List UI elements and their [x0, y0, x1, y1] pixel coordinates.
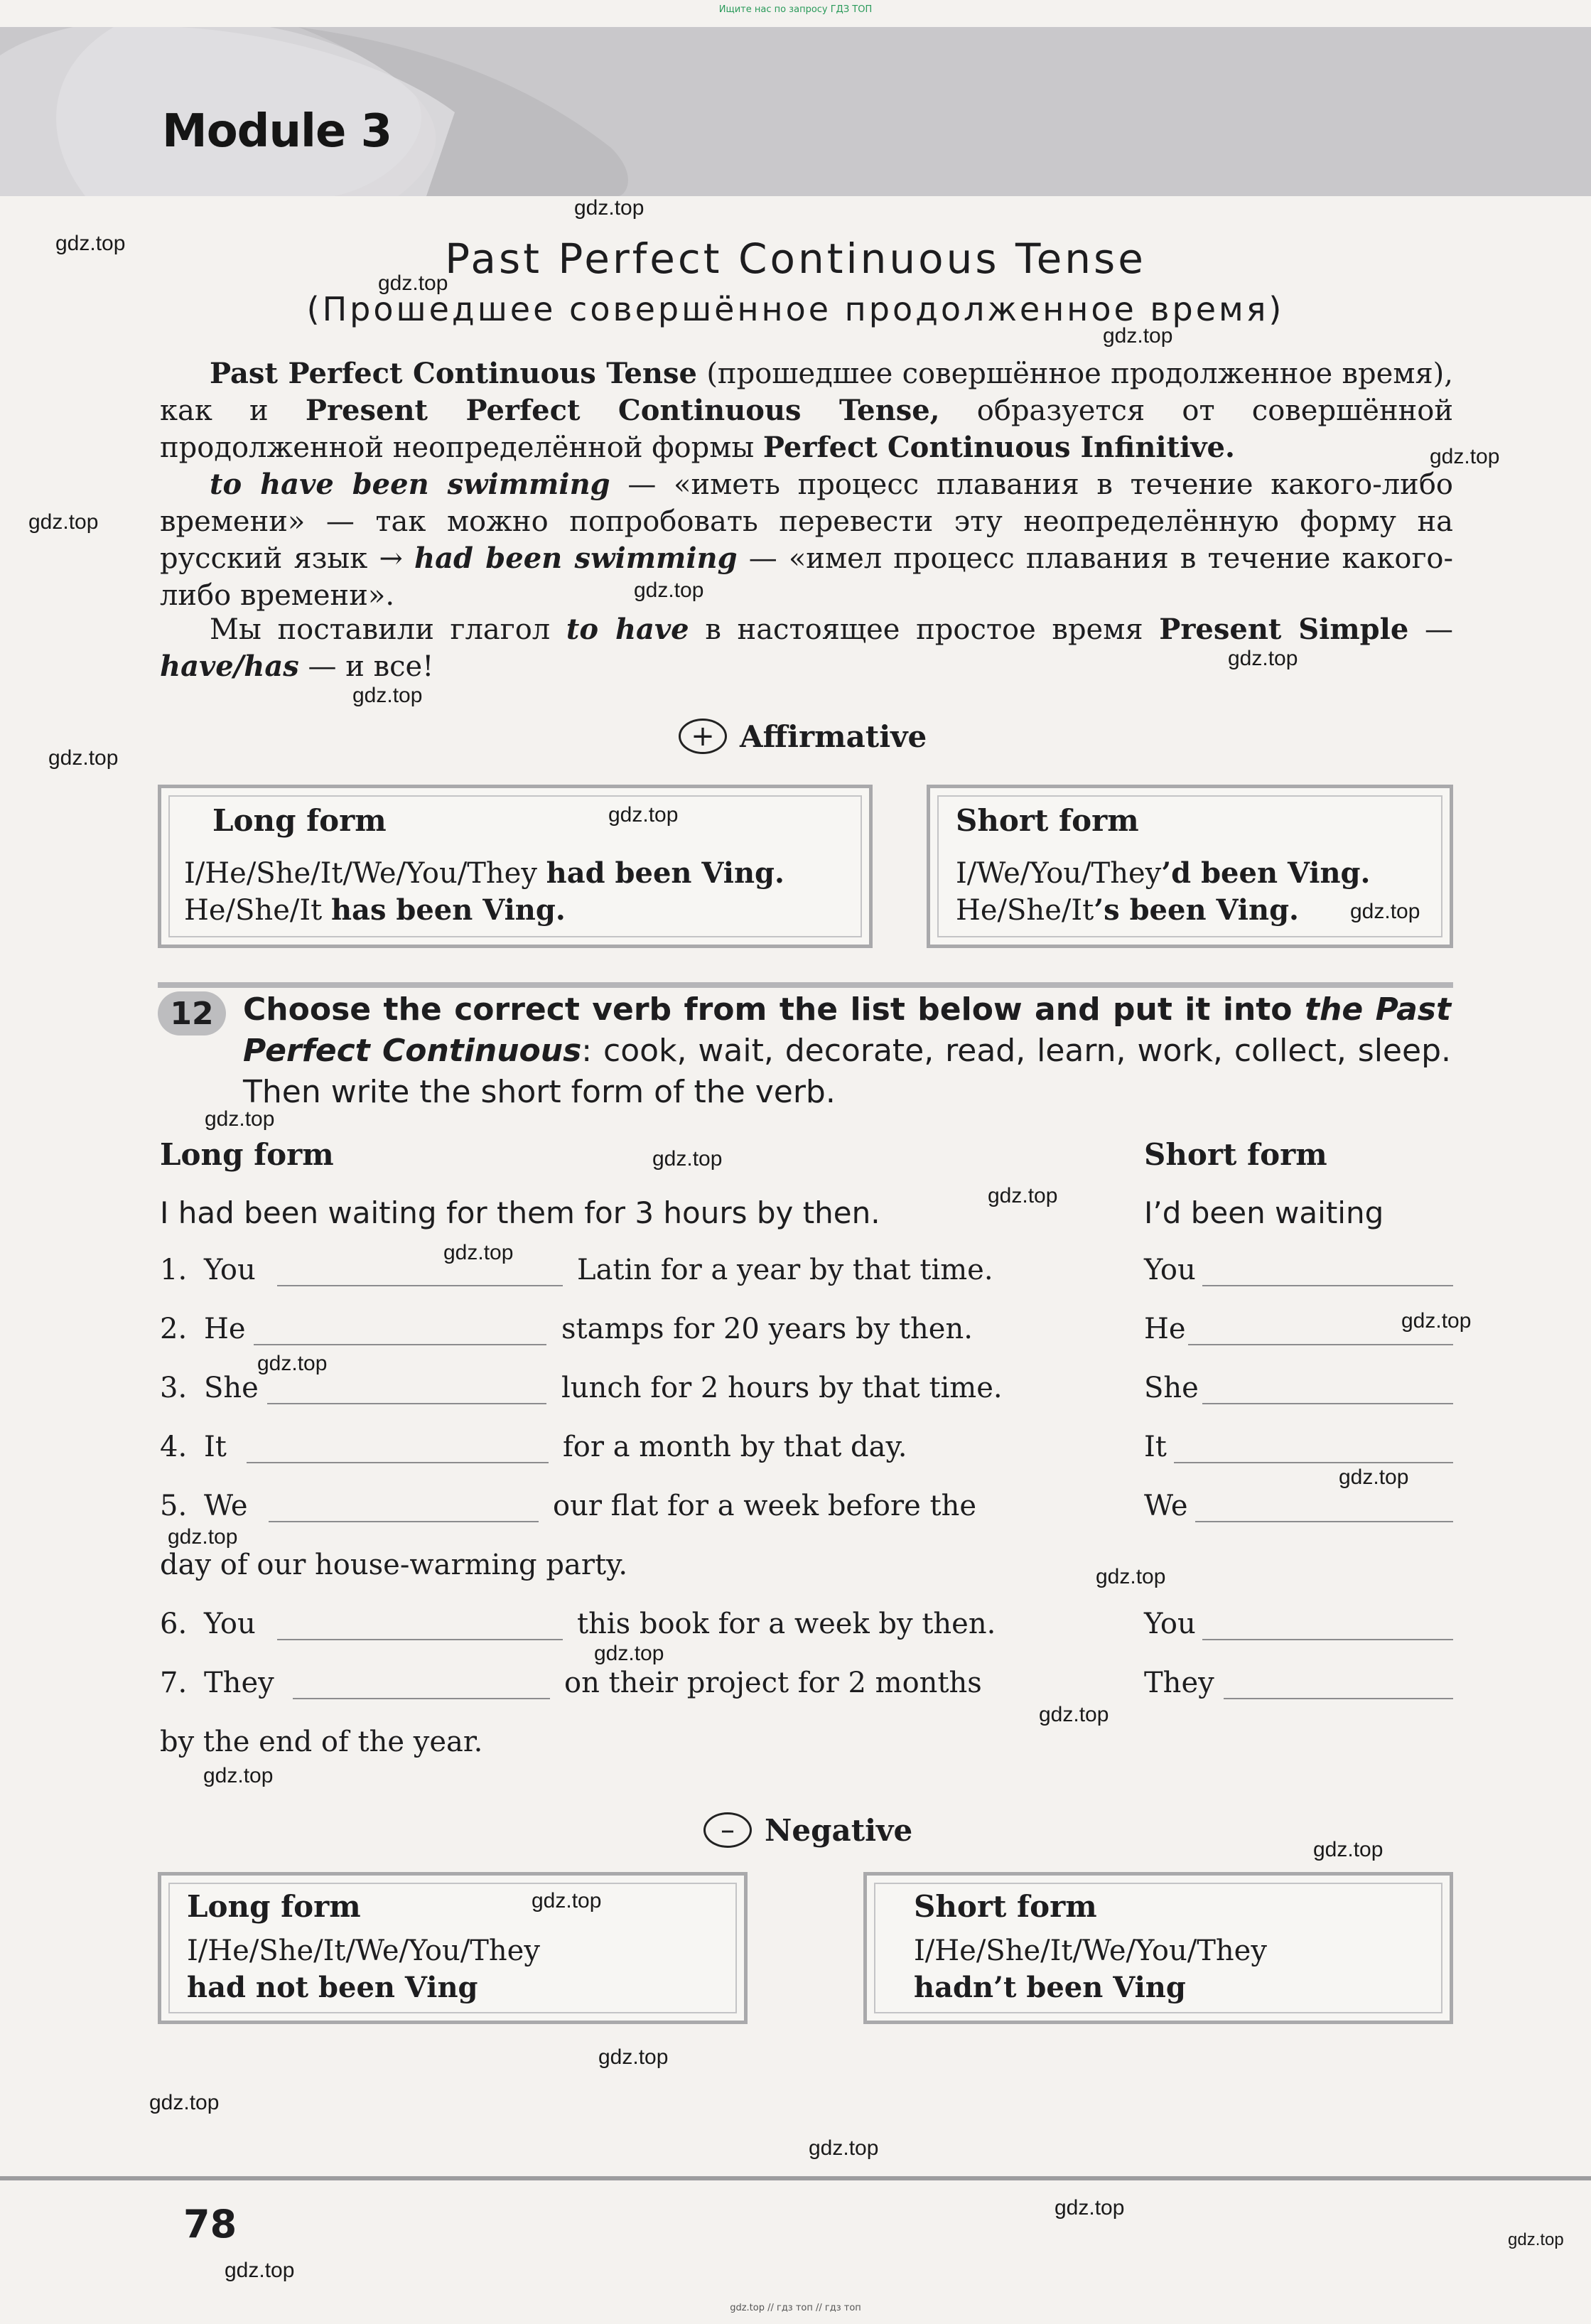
watermark: gdz.top: [598, 2045, 669, 2069]
affirmative-heading: [679, 719, 927, 754]
short-form-column-header: Short form: [1144, 1137, 1327, 1172]
watermark: gdz.top: [1401, 1309, 1472, 1333]
item-5-continuation: day of our house-warming party.: [160, 1549, 628, 1581]
item-5-number: 5.: [160, 1490, 188, 1522]
watermark: gdz.top: [225, 2259, 295, 2282]
item-1-number: 1.: [160, 1254, 188, 1286]
affirmative-long-line-2: He/She/It has been Ving.: [184, 893, 566, 927]
item-5-short-blank[interactable]: [1195, 1521, 1453, 1522]
exercise-divider: [158, 982, 1453, 988]
item-2-subject: He: [204, 1313, 246, 1345]
item-5-short-subject: We: [1144, 1490, 1188, 1522]
watermark: gdz.top: [652, 1147, 723, 1171]
watermark: gdz.top: [1096, 1565, 1166, 1588]
module-title: Module 3: [162, 105, 392, 158]
watermark: gdz.top: [1039, 1703, 1109, 1726]
negative-label: Negative: [765, 1812, 913, 1848]
item-6-number: 6.: [160, 1608, 188, 1640]
item-4-sentence: for a month by that day.: [563, 1431, 907, 1463]
item-5-sentence: our flat for a week before the: [553, 1490, 976, 1522]
affirmative-short-line-1: I/We/You/They’d been Ving.: [956, 856, 1371, 890]
watermark: gdz.top: [1430, 445, 1500, 468]
affirmative-long-form-box: [158, 785, 873, 948]
watermark: gdz.top: [1055, 2196, 1125, 2220]
item-2-short-subject: He: [1144, 1313, 1186, 1345]
item-6-answer-blank[interactable]: [277, 1639, 563, 1640]
affirmative-long-heading: Long form: [212, 803, 387, 838]
item-6-short-subject: You: [1144, 1608, 1196, 1640]
item-1-short-blank[interactable]: [1202, 1285, 1453, 1286]
watermark: gdz.top: [352, 684, 423, 707]
affirmative-short-heading: Short form: [956, 803, 1139, 838]
item-7-number: 7.: [160, 1667, 188, 1699]
watermark: gdz.top: [634, 579, 704, 602]
item-7-subject: They: [204, 1667, 274, 1699]
item-1-sentence: Latin for a year by that time.: [577, 1254, 993, 1286]
item-4-short-subject: It: [1144, 1431, 1167, 1463]
watermark: gdz.top: [532, 1889, 602, 1913]
negative-long-line-2: had not been Ving: [187, 1971, 478, 2004]
footer-divider: [0, 2176, 1591, 2180]
plus-icon: +: [679, 719, 727, 754]
item-1-short-subject: You: [1144, 1254, 1196, 1286]
negative-long-heading: Long form: [187, 1889, 361, 1924]
intro-paragraph-1: Past Perfect Continuous Tense (прошедшее совершённое продолженное время), как и Present Perfect Continuous Tense, образуется от совершённой продолженной неопределённой формы Perfect Continuous Infinitive.: [160, 357, 1453, 464]
item-1-answer-blank[interactable]: [277, 1285, 563, 1286]
negative-long-line-1: I/He/She/It/We/You/They: [187, 1935, 540, 1967]
item-2-sentence: stamps for 20 years by then.: [561, 1313, 973, 1345]
watermark: gdz.top: [55, 232, 126, 255]
item-7-continuation: by the end of the year.: [160, 1726, 483, 1758]
watermark: gdz.top: [257, 1352, 328, 1375]
page-title: Past Perfect Continuous Tense: [445, 235, 1146, 283]
affirmative-long-line-1: I/He/She/It/We/You/They had been Ving.: [184, 856, 784, 890]
item-7-short-blank[interactable]: [1224, 1698, 1453, 1699]
watermark: gdz.top: [28, 510, 99, 534]
watermark: gdz.top: [809, 2136, 879, 2160]
watermark: gdz.top: [205, 1107, 275, 1131]
affirmative-label: Affirmative: [740, 719, 927, 754]
affirmative-short-line-2: He/She/It’s been Ving.: [956, 893, 1299, 927]
item-6-short-blank[interactable]: [1202, 1639, 1453, 1640]
example-long-answer: I had been waiting for them for 3 hours by then.: [160, 1195, 880, 1230]
negative-long-form-box: [158, 1872, 748, 2024]
watermark: gdz.top: [1103, 324, 1173, 348]
item-4-answer-blank[interactable]: [247, 1462, 549, 1463]
watermark: gdz.top: [988, 1184, 1058, 1207]
watermark: gdz.top: [594, 1642, 664, 1665]
item-4-short-blank[interactable]: [1174, 1462, 1453, 1463]
watermark: gdz.top: [1350, 900, 1420, 923]
page-number: 78: [183, 2202, 237, 2247]
watermark: gdz.top: [1313, 1838, 1384, 1861]
long-form-column-header: Long form: [160, 1137, 334, 1172]
watermark: gdz.top: [1339, 1465, 1409, 1489]
watermark: gdz.top: [574, 196, 645, 220]
watermark: gdz.top: [378, 271, 448, 295]
item-2-number: 2.: [160, 1313, 188, 1345]
item-7-answer-blank[interactable]: [293, 1698, 550, 1699]
watermark: gdz.top: [443, 1241, 514, 1264]
bottom-note: gdz.top // гдз топ // гдз топ: [730, 2303, 861, 2313]
watermark: gdz.top: [1228, 647, 1298, 670]
negative-short-form-box: [863, 1872, 1453, 2024]
item-7-short-subject: They: [1144, 1667, 1214, 1699]
exercise-number-badge: 12: [158, 991, 226, 1035]
negative-short-line-2: hadn’t been Ving: [914, 1971, 1186, 2004]
watermark: gdz.top: [608, 803, 679, 827]
item-3-number: 3.: [160, 1372, 188, 1404]
item-2-answer-blank[interactable]: [254, 1344, 546, 1345]
page-subtitle: (Прошедшее совершённое продолженное время): [306, 290, 1285, 328]
item-5-subject: We: [204, 1490, 248, 1522]
watermark: gdz.top: [1508, 2230, 1564, 2249]
watermark: gdz.top: [48, 746, 119, 770]
item-3-subject: She: [204, 1372, 259, 1404]
item-2-short-blank[interactable]: [1188, 1344, 1453, 1345]
negative-heading: [703, 1812, 912, 1848]
item-7-sentence: on their project for 2 months: [564, 1667, 982, 1699]
negative-short-heading: Short form: [914, 1889, 1097, 1924]
item-6-subject: You: [204, 1608, 256, 1640]
item-3-short-blank[interactable]: [1202, 1403, 1453, 1404]
minus-icon: –: [703, 1812, 752, 1848]
item-3-answer-blank[interactable]: [267, 1403, 546, 1404]
intro-paragraph-3: Мы поставили глагол to have в настоящее простое время Present Simple — have/has — и все!: [160, 613, 1453, 683]
example-short-answer: I’d been waiting: [1144, 1195, 1384, 1230]
top-note: Ищите нас по запросу ГДЗ ТОП: [718, 4, 873, 15]
exercise-instruction: Choose the correct verb from the list below and put it into the Past Perfect Continuous: cook, wait, decorate, read, learn, work, collect, sleep. Then write the short form of the verb.: [243, 991, 1451, 1110]
item-3-short-subject: She: [1144, 1372, 1199, 1404]
item-6-sentence: this book for a week by then.: [577, 1608, 996, 1640]
watermark: gdz.top: [149, 2091, 220, 2114]
item-5-answer-blank[interactable]: [269, 1521, 539, 1522]
item-4-subject: It: [204, 1431, 227, 1463]
item-3-sentence: lunch for 2 hours by that time.: [561, 1372, 1003, 1404]
item-1-subject: You: [204, 1254, 256, 1286]
intro-paragraph-2: to have been swimming — «иметь процесс плавания в течение какого-либо времени» — так можно попробовать перевести эту неопределённую форму на русский язык → had been swimming — «имел процесс плавания в течение какого-либо времени».: [160, 468, 1454, 612]
watermark: gdz.top: [203, 1764, 274, 1787]
negative-short-line-1: I/He/She/It/We/You/They: [914, 1935, 1267, 1967]
watermark: gdz.top: [168, 1525, 238, 1549]
item-4-number: 4.: [160, 1431, 188, 1463]
